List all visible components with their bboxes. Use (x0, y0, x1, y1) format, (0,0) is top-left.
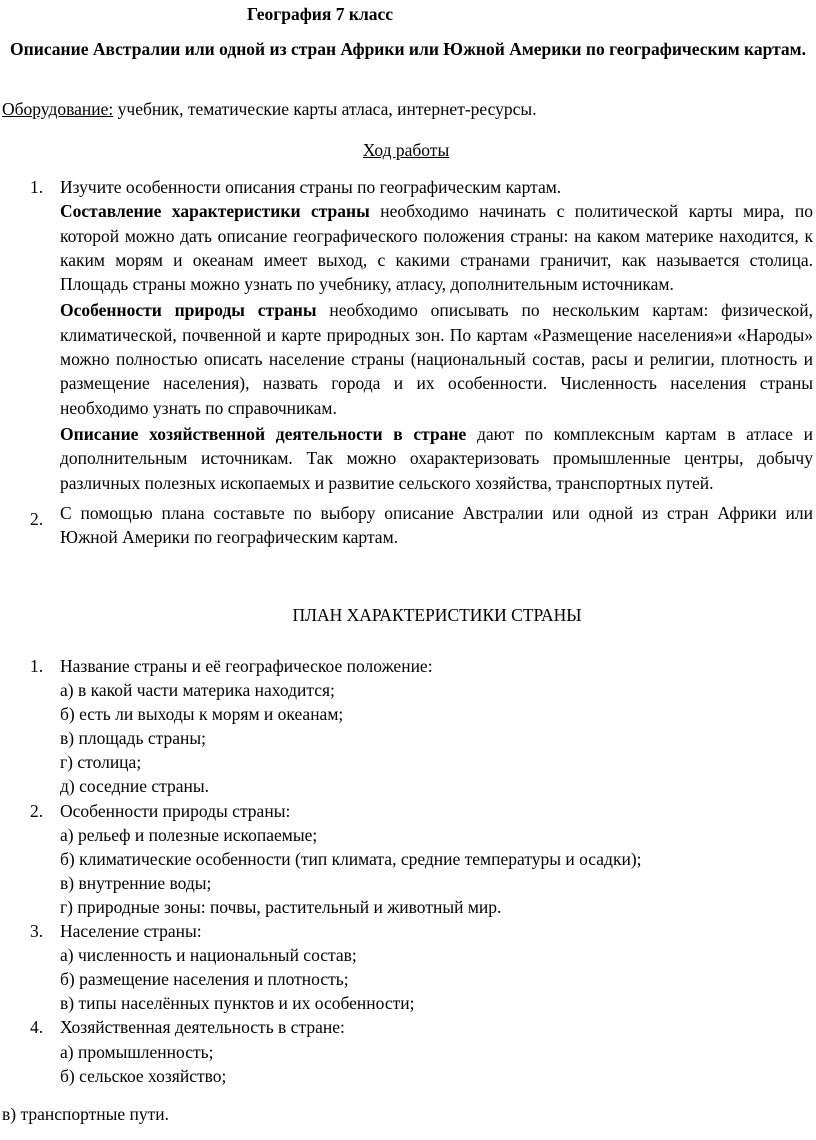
work-steps-list (30, 175, 813, 549)
plan-item-3 (30, 919, 813, 1015)
step-paragraph-economy (60, 422, 813, 495)
work-step-1 (30, 175, 813, 495)
plan-item-label: Особенности природы страны: (60, 800, 291, 821)
step-bold-term: Составление характеристики страны (60, 201, 370, 222)
step-bold-term: Описание хозяйственной деятельности в стране (60, 423, 467, 444)
plan-list (30, 654, 813, 1088)
plan-subitem: г) столица; (60, 752, 142, 773)
plan-subitem: а) численность и национальный состав; (60, 945, 357, 966)
step-intro: Изучите особенности описания страны по географическим картам. (60, 177, 562, 197)
grade-title: География 7 класс (246, 4, 394, 24)
plan-item-label: Население страны: (60, 921, 202, 942)
plan-subitem: б) размещение населения и плотность; (60, 969, 349, 990)
plan-subitem: б) есть ли выходы к морям и океанам; (60, 704, 344, 725)
plan-subitem: в) площадь страны; (60, 728, 206, 749)
plan-item-label: Название страны и её географическое положение: (60, 656, 433, 676)
plan-subitem: б) сельское хозяйство; (60, 1065, 227, 1086)
plan-subitem: в) типы населённых пунктов и их особенности; (60, 993, 415, 1014)
plan-subitem: а) в какой части материка находится; (60, 680, 335, 701)
step-paragraph-text: дают по комплексным картам в атласе и дополнительным источникам. Так можно охарактеризовать промышленные центры, добычу различных полезных ископаемых и развитие сельского хозяйства, транспортных путей. (60, 423, 813, 493)
equipment-line (2, 98, 537, 120)
plan-item-number: 3. (30, 921, 44, 942)
step-paragraph-text: необходимо описывать по нескольким картам: физической, климатической, почвенной и карте природных зон. По картам «Размещение населения»и «Народы» можно полностью описать население страны (национальный состав, расы и религии, плотность и размещение населения), назвать города и их особенности. Численность населения страны необходимо узнать по справочникам. (60, 300, 813, 418)
step-paragraph-text: необходимо начинать с политической карты мира, по которой можно дать описание географического положения страны: на каком материке находится, к каким морям и океанам имеет выход, с какими странами граничит, как называется столица. Площадь страны можно узнать по учебнику, атласу, дополнительным источникам. (60, 201, 813, 295)
equipment-label: Оборудование: (2, 99, 114, 119)
course-heading: Ход работы (362, 140, 450, 160)
plan-subitem: в) внутренние воды; (60, 872, 212, 893)
plan-subitem: д) соседние страны. (60, 776, 209, 797)
document-title: Описание Австралии или одной из стран Африки или Южной Америки по географическим картам. (10, 39, 806, 59)
plan-item-1 (30, 654, 813, 799)
step-paragraph-politics (60, 199, 813, 296)
equipment-text: учебник, тематические карты атласа, интернет-ресурсы. (113, 99, 537, 119)
plan-subitem-transport: в) транспортные пути. (2, 1104, 170, 1124)
work-step-2 (30, 501, 813, 550)
plan-subitem: б) климатические особенности (тип климата, средние температуры и осадки); (60, 848, 642, 869)
plan-item-number: 4. (30, 1017, 44, 1038)
plan-item-2 (30, 799, 813, 919)
plan-subitem: г) природные зоны: почвы, растительный и животный мир. (60, 896, 502, 917)
plan-item-label: Хозяйственная деятельность в стране: (60, 1017, 345, 1038)
plan-title: ПЛАН ХАРАКТЕРИСТИКИ СТРАНЫ (292, 605, 582, 625)
plan-item-4 (30, 1015, 813, 1087)
step-number: 1. (30, 177, 44, 197)
plan-item-number: 2. (30, 800, 44, 821)
step-bold-term: Особенности природы страны (60, 300, 317, 321)
step-number: 2. (30, 508, 44, 529)
plan-subitem: а) промышленность; (60, 1041, 214, 1062)
plan-item-number: 1. (30, 656, 44, 676)
step-paragraph-nature (60, 298, 813, 419)
plan-subitem: а) рельеф и полезные ископаемые; (60, 824, 318, 845)
step-text: С помощью плана составьте по выбору описание Австралии или одной из стран Африки или Южной Америки по географическим картам. (60, 502, 813, 548)
